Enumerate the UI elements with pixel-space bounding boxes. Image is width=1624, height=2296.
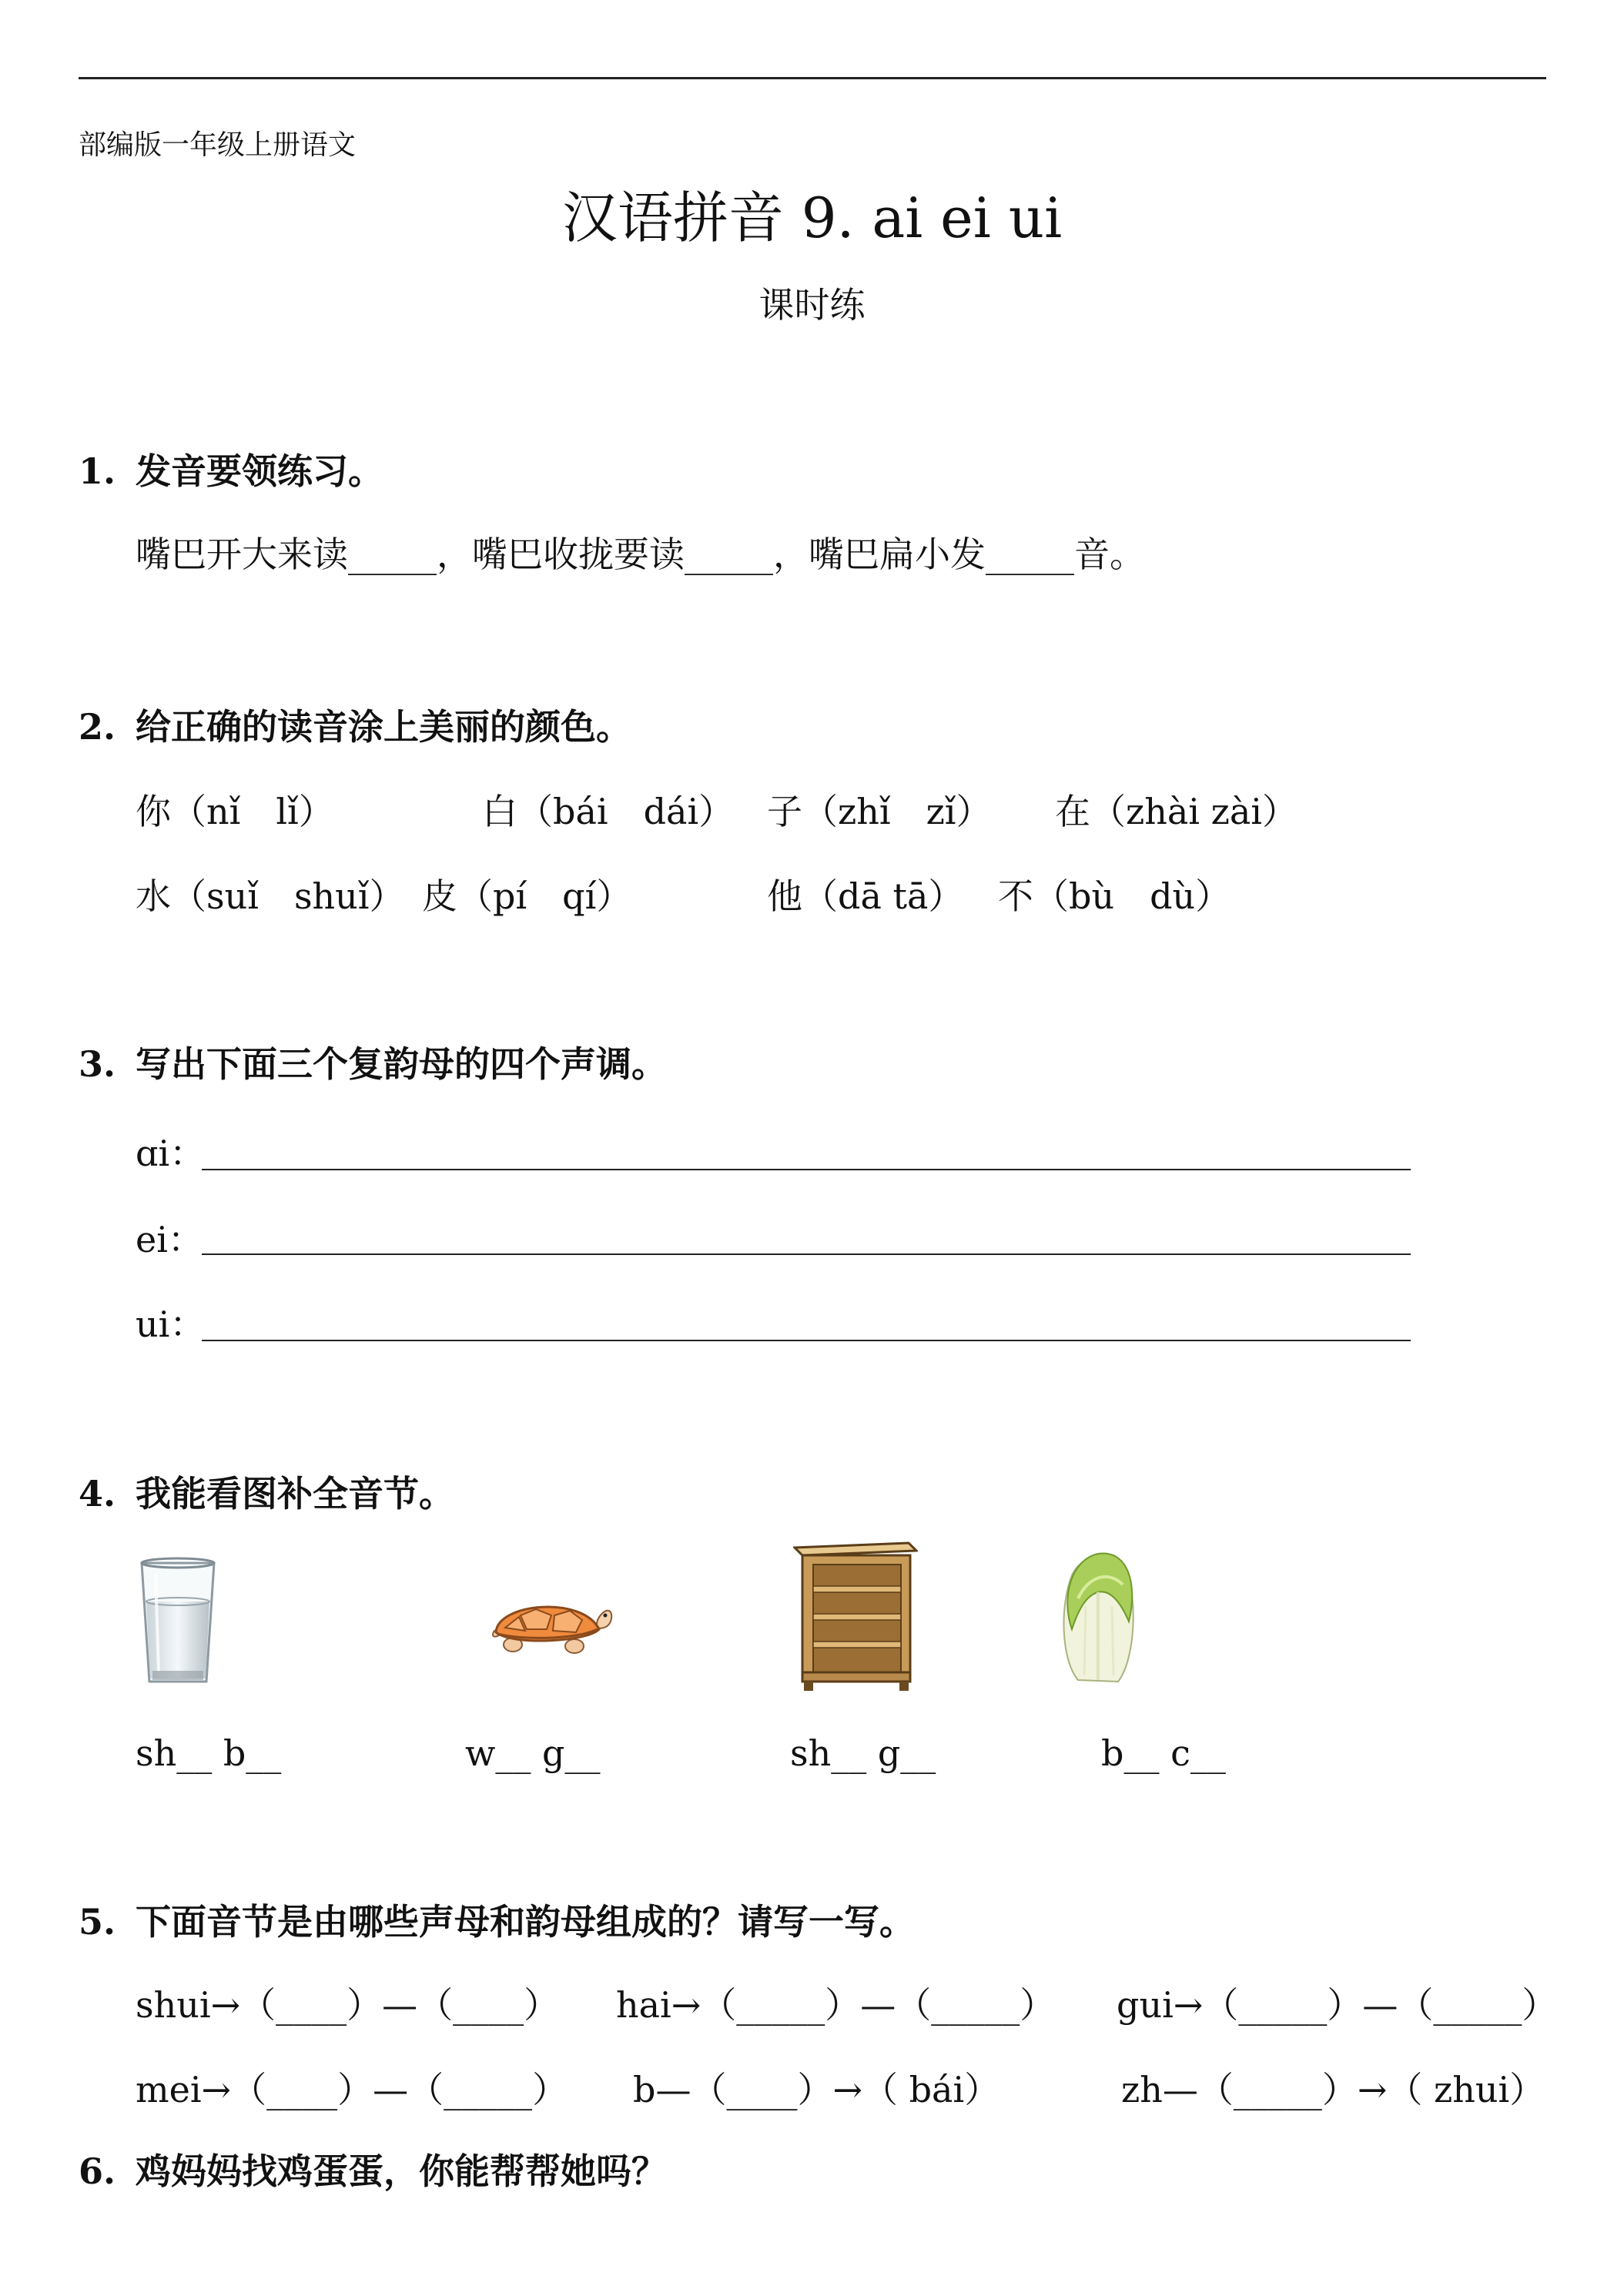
question-6-title	[79, 2144, 667, 2194]
pinyin-choice: 水（suǐ shuǐ）	[136, 875, 405, 917]
pinyin-choice: 在（zhài zài）	[1055, 791, 1298, 832]
pinyin-choice: 不（bù dù）	[998, 875, 1231, 917]
page-subtitle: 课时练	[758, 284, 866, 326]
syllable-blank: sh__ b__	[136, 1732, 282, 1774]
question-4-title	[79, 1466, 454, 1517]
water-glass-icon	[137, 1555, 219, 1688]
syllable-blank: b__ c__	[1101, 1732, 1226, 1774]
pinyin-choice: 你（nǐ lǐ）	[136, 791, 334, 832]
question-text: 发音要领练习。	[136, 450, 383, 492]
question-text: 给正确的读音涂上美丽的颜色。	[136, 706, 631, 748]
bookshelf-icon	[793, 1540, 918, 1692]
question-text: 写出下面三个复韵母的四个声调。	[136, 1043, 667, 1085]
final-label-ei: ei：	[136, 1219, 203, 1260]
final-label-ui: ui：	[136, 1304, 206, 1345]
pinyin-choice: 皮（pí qí）	[422, 875, 632, 917]
question-1-fill-line: 嘴巴开大来读_____，嘴巴收拢要读_____，嘴巴扁小发_____音。	[136, 534, 1145, 575]
subject-label: 部编版一年级上册语文	[79, 129, 357, 161]
pinyin-choice: 子（zhǐ zǐ）	[767, 791, 992, 832]
syllable-split: gui→（_____）—（_____）	[1117, 1984, 1558, 2026]
question-3-title	[79, 1036, 667, 1087]
question-number: 5.	[79, 1901, 116, 1943]
writing-line[interactable]	[202, 1169, 1411, 1170]
cabbage-icon	[1055, 1545, 1141, 1689]
syllable-split: hai→（_____）—（_____）	[616, 1984, 1056, 2026]
syllable-blank: w__ g__	[465, 1732, 601, 1774]
question-number: 3.	[79, 1043, 116, 1085]
syllable-split: zh—（_____）→（ zhui）	[1121, 2069, 1545, 2110]
syllable-split: mei→（____）—（_____）	[136, 2069, 568, 2110]
header-rule	[79, 77, 1546, 79]
question-1-title	[79, 443, 383, 494]
pinyin-choice: 白（bái dái）	[482, 791, 735, 832]
question-text: 下面音节是由哪些声母和韵母组成的？请写一写。	[136, 1901, 915, 1943]
syllable-split: shui→（____）—（____）	[136, 1984, 560, 2026]
question-number: 1.	[79, 450, 116, 492]
page-title: 汉语拼音 9. ai ei ui	[561, 186, 1063, 250]
question-number: 6.	[79, 2150, 116, 2192]
question-2-title	[79, 699, 631, 750]
writing-line[interactable]	[202, 1253, 1411, 1255]
final-label-ai: ɑi：	[136, 1133, 206, 1174]
turtle-icon	[490, 1585, 613, 1655]
syllable-split: b—（____）→（ bái）	[633, 2069, 1000, 2110]
pinyin-choice: 他（dā tā）	[767, 875, 964, 917]
question-text: 我能看图补全音节。	[136, 1473, 454, 1514]
question-number: 2.	[79, 706, 116, 748]
question-5-title	[79, 1894, 915, 1945]
question-number: 4.	[79, 1473, 116, 1514]
writing-line[interactable]	[202, 1340, 1411, 1341]
syllable-blank: sh__ g__	[790, 1732, 936, 1774]
question-text: 鸡妈妈找鸡蛋蛋，你能帮帮她吗？	[136, 2150, 667, 2192]
